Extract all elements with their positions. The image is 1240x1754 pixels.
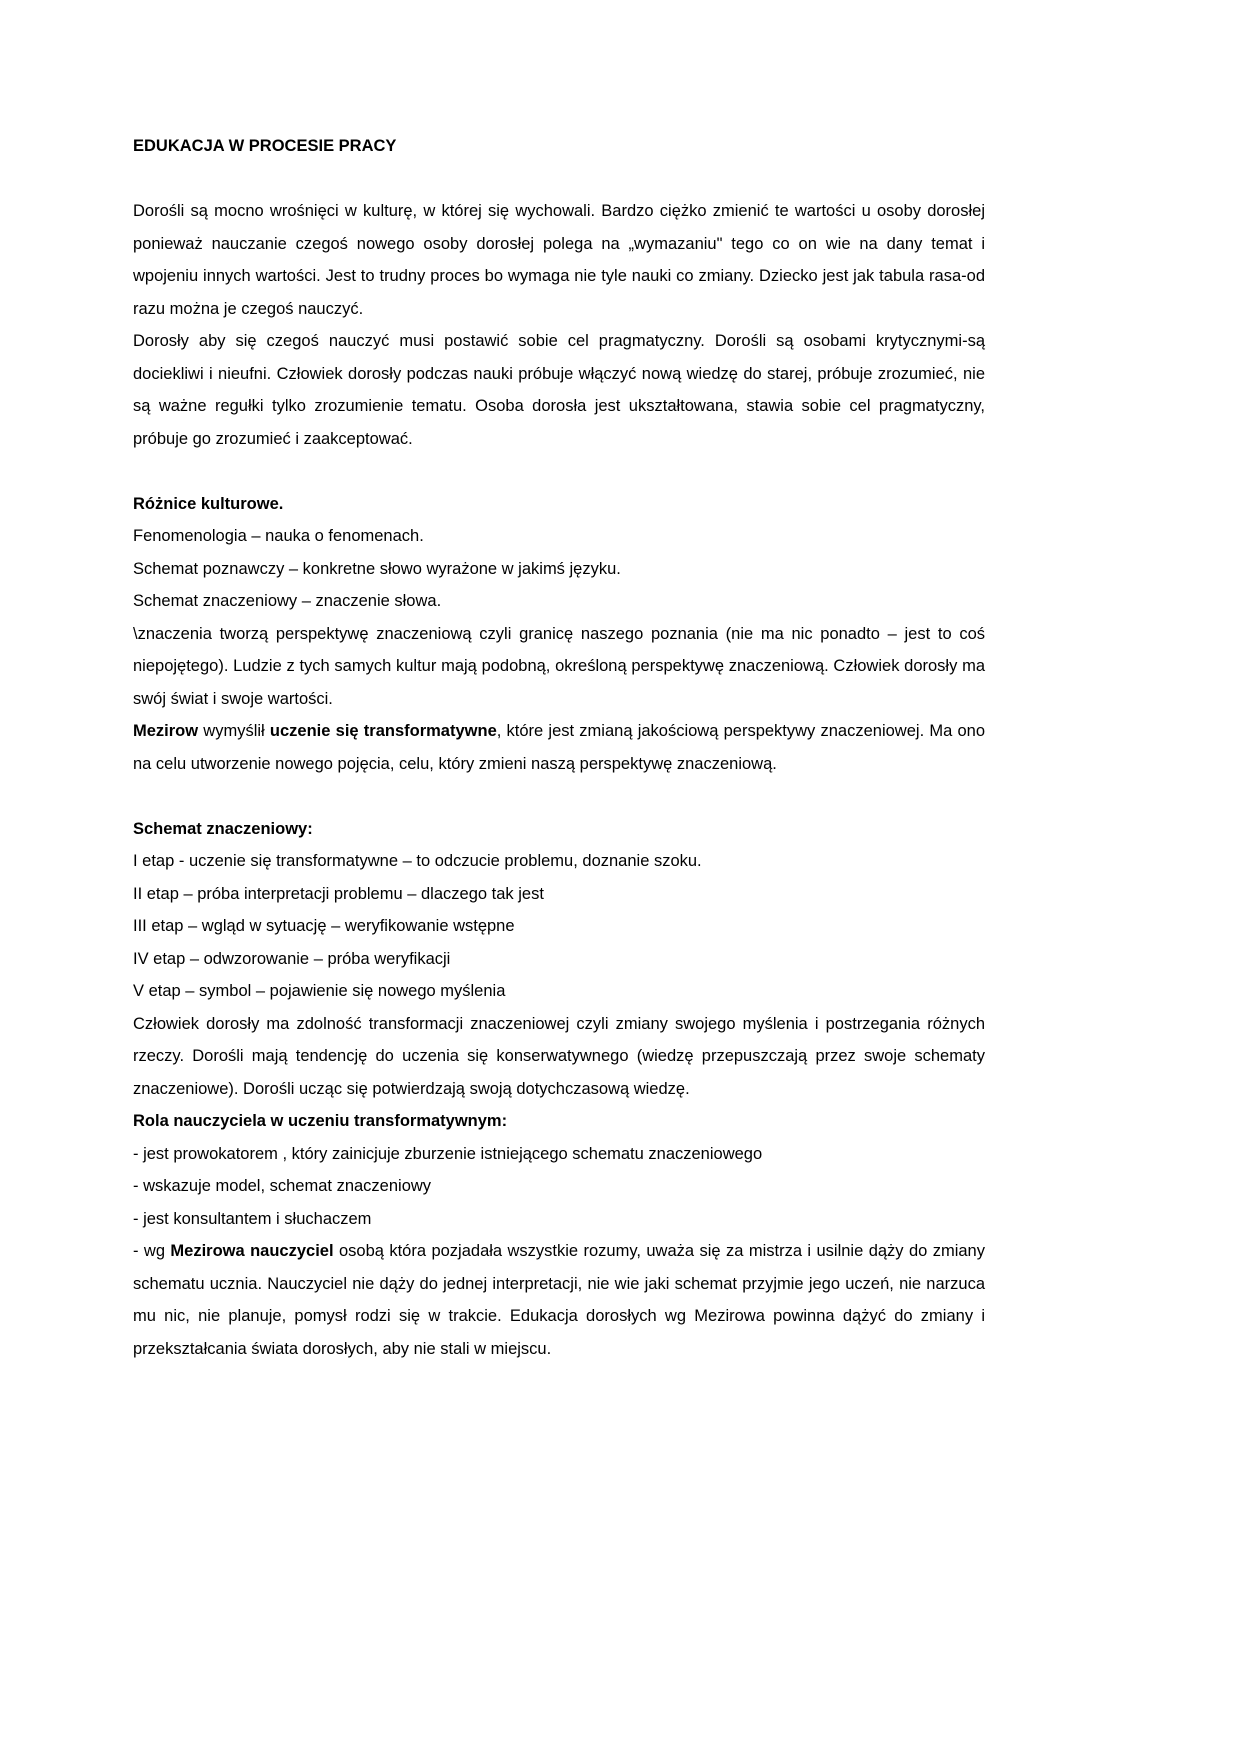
mezirow-text-2: , które jest zmianą jakościową perspektywy znaczeniowej. Ma ono na celu utworzenie nowego pojęcia, celu, który zmieni naszą perspektywę znaczeniową. [133, 722, 986, 773]
intro-paragraph-2: Dorosły aby się czegoś nauczyć musi postawić sobie cel pragmatyczny. Dorośli są osobami krytycznymi-są dociekliwi i nieufni. Człowiek dorosły podczas nauki próbuje włączyć nową wiedzę do starej, próbuje zrozumieć, nie są ważne regułki tylko zrozumienie tematu. Osoba dorosła jest ukształtowana, stawia sobie cel pragmatyczny, próbuje go zrozumieć i zaakceptować. [133, 332, 985, 448]
item4-text-1: - wg [133, 1242, 171, 1260]
mezirow-term: uczenie się transformatywne [269, 722, 497, 740]
list-item-2: - wskazuje model, schemat znaczeniowy [133, 1177, 432, 1195]
list-item-1: - jest prowokatorem , który zainicjuje zburzenie istniejącego schematu znaczeniowego [133, 1144, 763, 1163]
section-heading-roznice-kulturowe: Różnice kulturowe. [133, 494, 284, 513]
mezirow-name: Mezirow [133, 722, 199, 740]
etap-line-1: I etap - uczenie się transformatywne – to odczucie problemu, doznanie szoku. [133, 852, 702, 870]
definition-line: Schemat poznawczy – konkretne słowo wyrażone w jakimś języku. [133, 559, 621, 578]
mezirow-text-1: wymyślił [198, 722, 270, 740]
etap-line-5: V etap – symbol – pojawienie się nowego myślenia [133, 982, 506, 1000]
definition-line: Schemat znaczeniowy – znaczenie słowa. [133, 592, 442, 610]
definition-line: Fenomenologia – nauka o fenomenach. [133, 527, 424, 545]
intro-paragraph-1: Dorośli są mocno wrośnięci w kulturę, w której się wychowali. Bardzo ciężko zmienić te wartości u osoby dorosłej ponieważ nauczanie czegoś nowego osoby dorosłej polega na „wymazaniu" tego co on wie na dany temat i wpojeniu innych wartości. Jest to trudny proces bo wymaga nie tyle nauki co zmiany. Dziecko jest jak tabula rasa-od razu można je czegoś nauczyć. [133, 202, 985, 318]
section-heading-schemat-znaczeniowy: Schemat znaczeniowy: [133, 819, 313, 838]
etap-line-4: IV etap – odwzorowanie – próba weryfikacji [133, 949, 451, 968]
list-item-3: - jest konsultantem i słuchaczem [133, 1209, 372, 1228]
section-heading-rola-nauczyciela: Rola nauczyciela w uczeniu transformatywnym: [133, 1112, 508, 1130]
section1-paragraph: \znaczenia tworzą perspektywę znaczeniową czyli granicę naszego poznania (nie ma nic ponadto – jest to coś niepojętego). Ludzie z tych samych kultur mają podobną, określoną perspektywę znaczeniową. Człowiek dorosły ma swój świat i swoje wartości. [133, 624, 985, 708]
document-title: EDUKACJA W PROCESIE PRACY [133, 137, 397, 155]
etap-line-2: II etap – próba interpretacji problemu – dlaczego tak jest [133, 884, 544, 903]
item4-text-2: osobą która pozjadała wszystkie rozumy, uważa się za mistrza i usilnie dąży do zmiany schematu ucznia. Nauczyciel nie dąży do jednej interpretacji, nie wie jaki schemat przyjmie jego uczeń, nie narzuca mu nic, nie planuje, pomysł rodzi się w trakcie. Edukacja dorosłych wg Mezirowa powinna dążyć do zmiany i przekształcania świata dorosłych, aby nie stali w miejscu. [133, 1242, 985, 1358]
etap-line-3: III etap – wgląd w sytuację – weryfikowanie wstępne [133, 917, 515, 935]
section2-paragraph: Człowiek dorosły ma zdolność transformacji znaczeniowej czyli zmiany swojego myślenia i postrzegania różnych rzeczy. Dorośli mają tendencję do uczenia się konserwatywnego (wiedzę przepuszczają przez swoje schematy znaczeniowe). Dorośli ucząc się potwierdzają swoją dotychczasową wiedzę. [133, 1014, 985, 1098]
item4-mezirow-term: Mezirowa nauczyciel [170, 1242, 334, 1260]
mezirow-paragraph [133, 715, 985, 780]
list-item-4 [133, 1235, 985, 1365]
